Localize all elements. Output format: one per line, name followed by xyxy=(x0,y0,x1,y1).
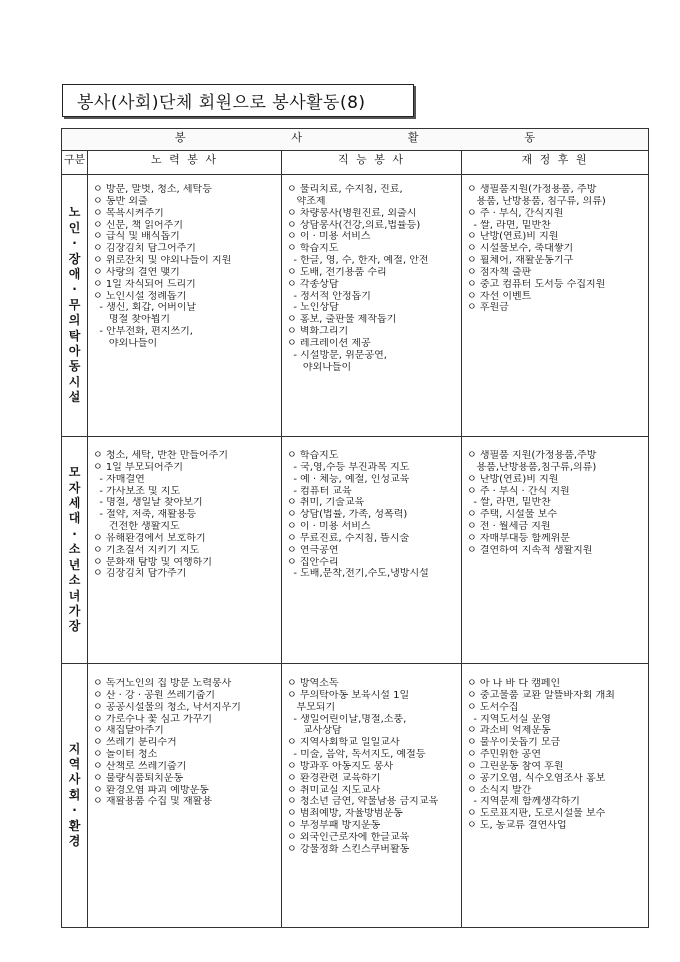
list-item: ㅇ 환경관련 교육하기 xyxy=(287,772,381,784)
category-cell xyxy=(62,175,88,437)
list-item: ㅇ 레크레이션 제공 xyxy=(287,337,371,349)
list-item: ㅇ 주 · 부식 · 간식 지원 xyxy=(467,485,570,497)
finance-cell xyxy=(462,437,649,664)
list-item: ㅇ 차량봉사(병원진료, 외출시 xyxy=(287,207,417,219)
list-item: 명절 찾아뵙기 xyxy=(93,314,171,326)
list-item: ㅇ 불우이웃돕기 모금 xyxy=(467,737,561,749)
list-item: ㅇ 공기오염, 식수오염조사 홍보 xyxy=(467,772,606,784)
skill-cell xyxy=(282,175,462,437)
list-item: ㅇ 사랑의 결연 맺기 xyxy=(93,266,180,278)
category-char: 노 xyxy=(68,205,81,220)
header-row-top xyxy=(62,129,649,151)
list-item: ㅇ 물리치료, 수지침, 진료, xyxy=(287,184,403,195)
list-item: ㅇ 난방(연료)비 지원 xyxy=(467,473,559,485)
list-item: - 지역문제 함께생각하기 xyxy=(467,796,580,808)
list-item: 교사상담 xyxy=(287,725,342,737)
header-gubun: 구분 xyxy=(62,151,88,175)
category-char: · xyxy=(72,236,77,251)
list-item: - 절약, 저축, 재활용등 xyxy=(93,509,197,521)
header-row-columns xyxy=(62,151,649,175)
list-item: ㅇ 청소년 금연, 약물남용 금지교육 xyxy=(287,796,439,808)
list-item: - 예 · 체능, 예절, 인성교육 xyxy=(287,473,410,485)
list-item: 약조제 xyxy=(287,195,326,207)
labor-cell xyxy=(88,175,282,437)
labor-cell xyxy=(88,664,282,928)
category-char: 자 xyxy=(68,480,81,495)
category-char: 탁 xyxy=(68,328,81,343)
list-item: - 자매결연 xyxy=(93,473,145,485)
list-item: ㅇ 홍보, 출판물 제작돕기 xyxy=(287,314,397,326)
list-item: ㅇ 불량식품퇴치운동 xyxy=(93,772,184,784)
list-item: ㅇ 기초질서 지키기 지도 xyxy=(93,544,200,556)
list-item: ㅇ 상담(법률, 가족, 성폭력) xyxy=(287,509,408,521)
list-item: ㅇ 재활용품 수집 및 재활용 xyxy=(93,796,212,808)
list-item: - 노인상담 xyxy=(287,302,339,314)
list-item: - 지역도서실 운영 xyxy=(467,713,551,725)
list-item: - 컴퓨터 교육 xyxy=(287,485,352,497)
list-item: ㅇ 외국인근로자에 한글교육 xyxy=(287,831,410,843)
list-item: - 한글, 영, 수, 한자, 예절, 안전 xyxy=(287,255,429,267)
list-item: ㅇ 독거노인의 집 방문 노력봉사 xyxy=(93,678,232,689)
header-char: 활 xyxy=(407,131,419,144)
category-char: 세 xyxy=(68,496,81,511)
header-char: 동 xyxy=(524,131,536,144)
category-char: 경 xyxy=(68,834,81,849)
category-char: 지 xyxy=(68,741,81,756)
list-item: - 정서적 안정돕기 xyxy=(287,290,371,302)
list-item: ㅇ 중고물품 교환 알뜰바자회 개최 xyxy=(467,689,615,701)
list-item: - 가사보조 및 지도 xyxy=(93,485,181,497)
list-item: ㅇ 시설물보수, 축대쌓기 xyxy=(467,243,574,255)
category-char: 회 xyxy=(68,787,81,802)
list-item: ㅇ 집안수리 xyxy=(287,556,339,568)
category-char: 소 xyxy=(68,573,81,588)
header-char: 봉 xyxy=(174,131,186,144)
list-item: ㅇ 학습지도 xyxy=(287,450,339,461)
page-title: 봉사(사회)단체 회원으로 봉사활동(8) xyxy=(62,84,414,117)
list-item: ㅇ 산 · 강 · 공원 쓰레기줍기 xyxy=(93,689,216,701)
category-char: 대 xyxy=(68,511,81,526)
list-item: ㅇ 주택, 시설물 보수 xyxy=(467,509,557,521)
category-char: 역 xyxy=(68,756,81,771)
list-item: 건전한 생활지도 xyxy=(93,521,180,533)
list-item: - 미술, 음악, 독서지도, 예절등 xyxy=(287,749,426,761)
list-item: ㅇ 도배, 전기용품 수리 xyxy=(287,266,387,278)
list-item: ㅇ 방과후 아동지도 봉사 xyxy=(287,760,394,772)
list-item: ㅇ 1일 자식되어 드리기 xyxy=(93,278,196,290)
category-char: 장 xyxy=(68,251,81,266)
list-item: ㅇ 김장김치 담그어주기 xyxy=(93,243,196,255)
list-item: ㅇ 가로수나 꽃 심고 가꾸기 xyxy=(93,713,212,725)
list-item: ㅇ 동반 외출 xyxy=(93,195,148,207)
list-item: ㅇ 지역사회학교 일일교사 xyxy=(287,737,400,749)
table-row xyxy=(62,664,649,928)
list-item: ㅇ 도로표지판, 도로시설물 보수 xyxy=(467,808,606,820)
list-item: 용품,난방용품,침구류,의류) xyxy=(467,461,597,473)
list-item: ㅇ 위로잔치 및 야외나들이 지원 xyxy=(93,255,232,267)
list-item: - 시설방문, 위문공연, xyxy=(287,349,387,361)
list-item: ㅇ 과소비 억제운동 xyxy=(467,725,551,737)
list-item: ㅇ 그린운동 참여 후원 xyxy=(467,760,564,772)
category-char: 장 xyxy=(68,619,81,634)
list-item: ㅇ 이 · 미용 서비스 xyxy=(287,521,371,533)
header-labor: 노 력 봉 사 xyxy=(88,151,282,175)
header-skill: 직 능 봉 사 xyxy=(282,151,462,175)
list-item: - 생신, 회갑, 어버이날 xyxy=(93,302,197,314)
list-item: ㅇ 방역소독 xyxy=(287,678,339,689)
list-item: ㅇ 점자책 출판 xyxy=(467,266,532,278)
category-char: 녀 xyxy=(68,588,81,603)
list-item: - 쌀, 라면, 밑반찬 xyxy=(467,219,551,231)
category-cell xyxy=(62,437,88,664)
list-item: - 생일어린이날,명절,소풍, xyxy=(287,713,407,725)
list-item: ㅇ 소식지 발간 xyxy=(467,784,532,796)
list-item: ㅇ 범죄예방, 자율방범운동 xyxy=(287,808,403,820)
category-char: 가 xyxy=(68,603,81,618)
list-item: ㅇ 상담봉사(건강,의료,법률등) xyxy=(287,219,421,231)
list-item: ㅇ 연극공연 xyxy=(287,544,339,556)
list-item: ㅇ 부정부패 방지운동 xyxy=(287,820,381,832)
list-item: ㅇ 주민위한 공연 xyxy=(467,749,541,761)
table-row xyxy=(62,175,649,437)
category-char: · xyxy=(72,526,77,541)
list-item: ㅇ 난방(연료)비 지원 xyxy=(467,231,559,243)
list-item: ㅇ 공공시설물의 청소, 낙서지우기 xyxy=(93,701,241,713)
list-item: 용품, 난방용품, 침구류, 의류) xyxy=(467,195,606,207)
list-item: - 명절, 생일날 찾아보기 xyxy=(93,497,203,509)
list-item: ㅇ 도, 농교류 결연사업 xyxy=(467,820,567,832)
category-char: 년 xyxy=(68,557,81,572)
list-item: ㅇ 신문, 책 읽어주기 xyxy=(93,219,183,231)
category-char: 애 xyxy=(68,266,81,281)
category-char: 소 xyxy=(68,542,81,557)
table-row xyxy=(62,437,649,664)
list-item: ㅇ 1일 부모되어주기 xyxy=(93,461,183,473)
list-item: ㅇ 급식 및 배식돕기 xyxy=(93,231,180,243)
list-item: 야외나들이 xyxy=(287,361,352,373)
list-item: ㅇ 이 · 미용 서비스 xyxy=(287,231,371,243)
list-item: ㅇ 자매부대등 함께위문 xyxy=(467,532,570,544)
list-item: ㅇ 벽화그리기 xyxy=(287,326,349,338)
category-char: 아 xyxy=(68,344,81,359)
list-item: ㅇ 무의탁아동 보육시설 1일 xyxy=(287,689,410,701)
list-item: ㅇ 목욕시켜주기 xyxy=(93,207,164,219)
list-item: ㅇ 환경오염 파괴 예방운동 xyxy=(93,784,209,796)
labor-cell xyxy=(88,437,282,664)
list-item: ㅇ 학습지도 xyxy=(287,243,339,255)
list-item: ㅇ 유해환경에서 보호하기 xyxy=(93,532,206,544)
skill-cell xyxy=(282,664,462,928)
category-char: 사 xyxy=(68,772,81,787)
list-item: ㅇ 취미, 기술교육 xyxy=(287,497,365,509)
category-char: 모 xyxy=(68,465,81,480)
list-item: ㅇ 후원금 xyxy=(467,302,509,314)
category-char: · xyxy=(72,803,77,818)
category-char: · xyxy=(72,282,77,297)
skill-cell xyxy=(282,437,462,664)
header-activity-cell xyxy=(62,129,649,151)
list-item: ㅇ 문화재 탐방 및 여행하기 xyxy=(93,556,212,568)
list-item: ㅇ 아 나 바 다 캠페인 xyxy=(467,678,561,689)
list-item: ㅇ 노인시설 정례돕기 xyxy=(93,290,187,302)
list-item: ㅇ 놀이터 청소 xyxy=(93,749,158,761)
list-item: ㅇ 도서수집 xyxy=(467,701,519,713)
category-char: 동 xyxy=(68,359,81,374)
finance-cell xyxy=(462,175,649,437)
list-item: ㅇ 생필품 지원(가정용품,주방 xyxy=(467,450,597,461)
list-item: - 안부전화, 편지쓰기, xyxy=(93,326,193,338)
list-item: ㅇ 새집달아주기 xyxy=(93,725,164,737)
list-item: - 쌀, 라면, 밑반찬 xyxy=(467,497,551,509)
list-item: ㅇ 쓰레기 분리수거 xyxy=(93,737,177,749)
list-item: ㅇ 무료진료, 수지침, 뜸시술 xyxy=(287,532,410,544)
category-char: 무 xyxy=(68,297,81,312)
list-item: ㅇ 휠체어, 재활운동기구 xyxy=(467,255,574,267)
list-item: 부모되기 xyxy=(287,701,336,713)
list-item: ㅇ 자선 이벤트 xyxy=(467,290,532,302)
list-item: ㅇ 전 · 월세금 지원 xyxy=(467,521,551,533)
list-item: ㅇ 취미교실 지도교사 xyxy=(287,784,381,796)
category-char: 인 xyxy=(68,220,81,235)
finance-cell xyxy=(462,664,649,928)
list-item: ㅇ 생필품지원(가정용품, 주방 xyxy=(467,184,597,195)
list-item: - 도배,문착,전기,수도,냉방시설 xyxy=(287,568,429,580)
header-finance: 재 정 후 원 xyxy=(462,151,649,175)
category-char: 환 xyxy=(68,818,81,833)
list-item: ㅇ 김장김치 담가주기 xyxy=(93,568,187,580)
header-char: 사 xyxy=(291,131,303,144)
list-item: ㅇ 강물정화 스킨스쿠버활동 xyxy=(287,843,410,855)
category-char: 시 xyxy=(68,374,81,389)
list-item: ㅇ 각종상담 xyxy=(287,278,339,290)
list-item: ㅇ 중고 컴퓨터 도서등 수집지원 xyxy=(467,278,606,290)
volunteer-activity-table xyxy=(61,128,649,928)
category-char: 설 xyxy=(68,390,81,405)
category-cell xyxy=(62,664,88,928)
list-item: ㅇ 방문, 말벗, 청소, 세탁등 xyxy=(93,184,212,195)
list-item: 야외나들이 xyxy=(93,337,158,349)
list-item: - 국,영,수등 부진과목 지도 xyxy=(287,461,410,473)
list-item: ㅇ 결연하여 지속적 생활지원 xyxy=(467,544,593,556)
list-item: ㅇ 주 · 부식, 간식지원 xyxy=(467,207,564,219)
list-item: ㅇ 청소, 세탁, 반찬 만들어주기 xyxy=(93,450,228,461)
category-char: 의 xyxy=(68,313,81,328)
list-item: ㅇ 산책로 쓰레기줍기 xyxy=(93,760,187,772)
